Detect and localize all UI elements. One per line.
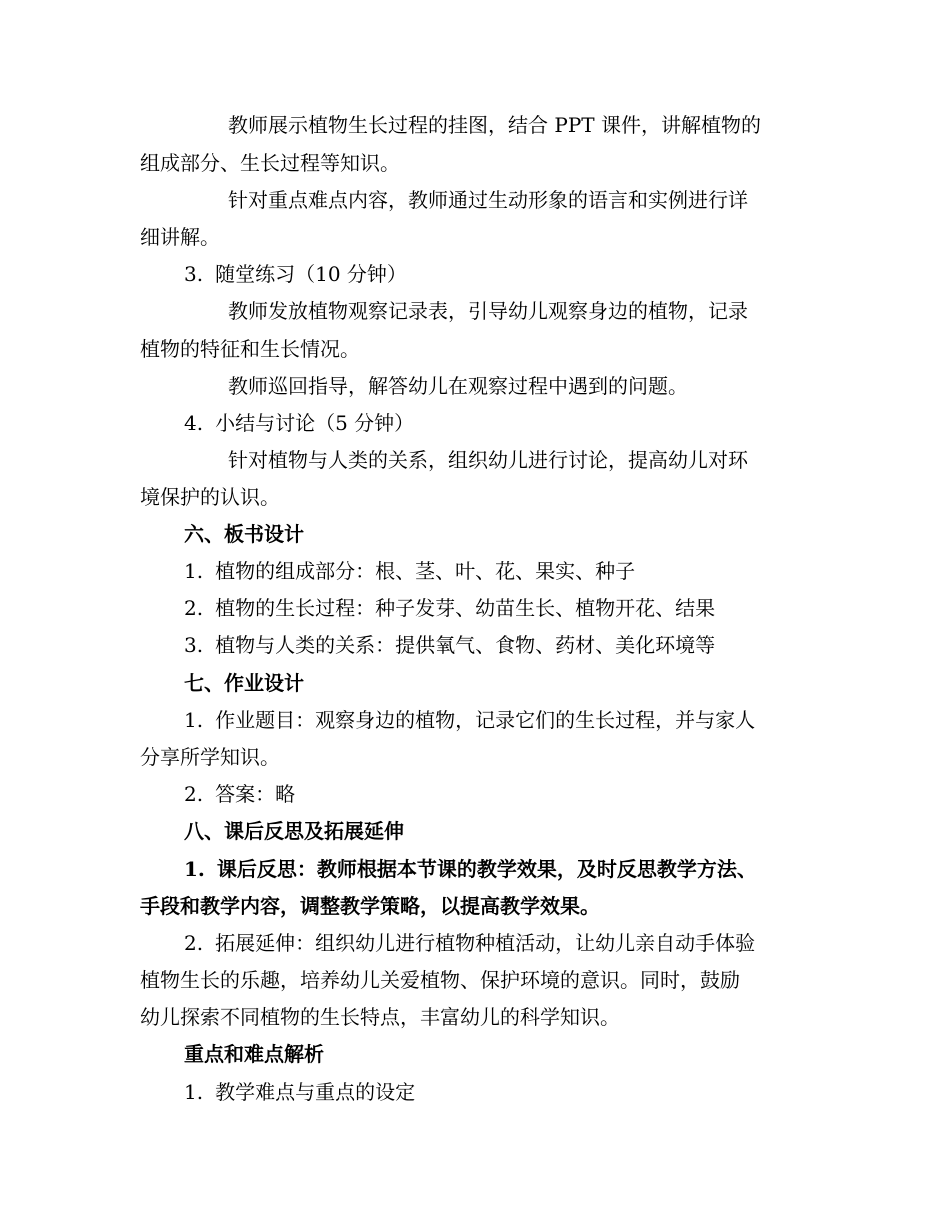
list-item bbox=[184, 595, 810, 621]
paragraph-line: 植物生长的乐趣，培养幼儿关爱植物、保护环境的意识。同时，鼓励 bbox=[140, 968, 740, 992]
list-number: 3. bbox=[184, 633, 204, 657]
paragraph-line: 组成部分、生长过程等知识。 bbox=[140, 151, 400, 175]
list-number: 2. bbox=[184, 782, 204, 806]
paragraph-line: 分享所学知识。 bbox=[140, 745, 280, 769]
section-heading: 八、课后反思及拓展延伸 bbox=[184, 819, 404, 843]
section-heading: 七、作业设计 bbox=[184, 671, 304, 695]
list-item-text: 植物与人类的关系：提供氧气、食物、药材、美化环境等 bbox=[215, 633, 716, 657]
list-number: 3. bbox=[184, 262, 204, 286]
list-item bbox=[184, 930, 810, 956]
list-item bbox=[184, 856, 810, 882]
step-heading bbox=[184, 410, 810, 436]
paragraph-line: 境保护的认识。 bbox=[140, 485, 280, 509]
list-number: 2. bbox=[184, 596, 204, 620]
list-item-text: 拓展延伸：组织幼儿进行植物种植活动，让幼儿亲自动手体验 bbox=[215, 931, 756, 955]
paragraph-line: 手段和教学内容，调整教学策略，以提高教学效果。 bbox=[140, 894, 600, 918]
step-heading-text: 小结与讨论（5 分钟） bbox=[215, 411, 415, 435]
step-heading-text: 随堂练习（10 分钟） bbox=[215, 262, 407, 286]
step-heading bbox=[184, 261, 810, 287]
list-number: 1. bbox=[184, 559, 204, 583]
list-number: 4. bbox=[184, 411, 204, 435]
list-item-text: 答案：略 bbox=[215, 782, 296, 806]
list-item bbox=[184, 1079, 810, 1105]
paragraph-line: 细讲解。 bbox=[140, 225, 220, 249]
list-number: 2. bbox=[184, 931, 204, 955]
list-item bbox=[184, 707, 810, 733]
list-item bbox=[184, 558, 810, 584]
paragraph-line: 针对植物与人类的关系，组织幼儿进行讨论，提高幼儿对环 bbox=[228, 448, 748, 472]
list-item-text: 作业题目：观察身边的植物，记录它们的生长过程，并与家人 bbox=[215, 708, 756, 732]
list-item-text: 课后反思：教师根据本节课的教学效果，及时反思教学方法、 bbox=[216, 857, 757, 881]
list-number: 1. bbox=[184, 1080, 204, 1104]
paragraph-line: 幼儿探索不同植物的生长特点，丰富幼儿的科学知识。 bbox=[140, 1005, 620, 1029]
paragraph-line: 针对重点难点内容，教师通过生动形象的语言和实例进行详 bbox=[228, 188, 748, 212]
list-item-text: 植物的组成部分：根、茎、叶、花、果实、种子 bbox=[215, 559, 636, 583]
paragraph-line: 教师展示植物生长过程的挂图，结合 PPT 课件，讲解植物的 bbox=[228, 113, 761, 137]
list-item-text: 植物的生长过程：种子发芽、幼苗生长、植物开花、结果 bbox=[215, 596, 716, 620]
section-heading: 重点和难点解析 bbox=[184, 1042, 324, 1066]
list-item bbox=[184, 632, 810, 658]
list-number: 1. bbox=[184, 708, 204, 732]
list-number: 1. bbox=[184, 857, 205, 881]
list-item-text: 教学难点与重点的设定 bbox=[215, 1080, 416, 1104]
paragraph-line: 植物的特征和生长情况。 bbox=[140, 337, 360, 361]
paragraph-line: 教师发放植物观察记录表，引导幼儿观察身边的植物，记录 bbox=[228, 299, 748, 323]
list-item bbox=[184, 781, 810, 807]
paragraph-line: 教师巡回指导，解答幼儿在观察过程中遇到的问题。 bbox=[228, 374, 688, 398]
section-heading: 六、板书设计 bbox=[184, 522, 304, 546]
